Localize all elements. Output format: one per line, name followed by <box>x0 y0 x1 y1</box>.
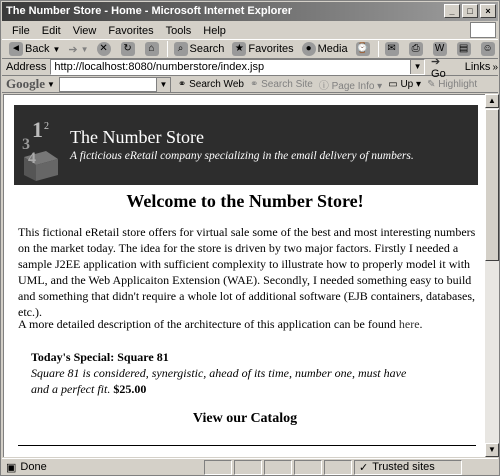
store-banner <box>14 105 478 185</box>
up-label: Up <box>400 78 414 90</box>
status-bar <box>2 458 498 475</box>
messenger-button[interactable] <box>477 40 498 58</box>
print-button[interactable] <box>405 40 429 58</box>
google-search-web-button[interactable] <box>178 79 244 90</box>
minimize-button[interactable]: _ <box>444 4 460 18</box>
menu-favorites[interactable]: Favorites <box>108 24 154 37</box>
scroll-thumb[interactable] <box>485 109 499 261</box>
address-dropdown-icon[interactable]: ▼ <box>410 60 424 74</box>
discuss-icon: ▤ <box>457 42 471 56</box>
menu-tools[interactable]: Tools <box>165 24 192 37</box>
store-name: The Number Store <box>70 127 204 147</box>
standard-toolbar <box>2 39 498 59</box>
mail-button[interactable] <box>381 40 405 58</box>
google-search-input[interactable] <box>59 77 171 92</box>
go-label: Go <box>431 67 446 80</box>
status-text: Done <box>20 461 47 473</box>
scroll-up-icon[interactable]: ▲ <box>485 94 499 108</box>
close-button[interactable]: × <box>480 4 496 18</box>
special-price: $25.00 <box>113 382 147 396</box>
address-url: http://localhost:8080/numberstore/index.jsp <box>54 61 265 73</box>
svg-text:3: 3 <box>22 136 30 153</box>
title-bar <box>2 2 498 21</box>
architecture-text: A more detailed description of the architecture of this application can be found <box>18 317 399 331</box>
search-label: Search <box>189 43 225 55</box>
store-tagline: A ficticious eRetail company specializing in the email delivery of numbers. <box>70 150 414 162</box>
google-up-button[interactable]: ▭ Up ▾ <box>388 78 422 90</box>
menu-bar <box>2 22 498 39</box>
catalog-link[interactable]: View our Catalog <box>192 411 298 426</box>
links-chevron-icon[interactable]: » <box>492 61 498 73</box>
google-search-site-button[interactable] <box>250 79 313 90</box>
scroll-down-icon[interactable]: ▼ <box>485 443 499 457</box>
menu-edit[interactable]: Edit <box>41 24 61 37</box>
info-icon: ⓘ <box>318 80 329 92</box>
windows-logo-icon <box>470 22 496 38</box>
binoculars-icon: ⚭ <box>177 78 187 90</box>
status-text-cell <box>2 461 202 474</box>
architecture-period: . <box>419 317 423 331</box>
history-icon: ⌚ <box>356 43 369 54</box>
forward-dropdown-icon[interactable]: ▼ <box>80 44 89 54</box>
menu-view[interactable]: View <box>72 24 97 37</box>
architecture-link[interactable]: here <box>398 317 420 331</box>
highlighter-icon: ✎ <box>427 78 436 90</box>
media-button[interactable] <box>298 40 352 58</box>
svg-text:1: 1 <box>32 117 43 142</box>
status-cell <box>234 460 262 475</box>
address-bar <box>2 55 498 80</box>
mail-icon: ✉ <box>385 42 399 56</box>
word-icon: W <box>433 42 447 56</box>
google-search-dropdown-icon[interactable]: ▼ <box>156 78 170 92</box>
special-desc-text: Square 81 is considered, synergistic, ahead of its time, number one, must have and a perfect fit. <box>31 366 407 396</box>
favorites-label: Favorites <box>248 43 294 55</box>
google-menu-icon[interactable]: ▼ <box>47 79 55 89</box>
window-controls <box>444 4 496 18</box>
google-toolbar <box>2 76 498 93</box>
stop-button[interactable] <box>93 40 117 58</box>
page-done-icon: ▣ <box>6 461 17 474</box>
favorites-icon: ★ <box>232 42 246 56</box>
page-content <box>3 94 485 457</box>
toolbar-separator <box>167 41 168 57</box>
history-button[interactable] <box>352 40 376 58</box>
google-page-info-button[interactable]: ⓘ Page Info ▾ <box>318 80 383 92</box>
home-icon: ⌂ <box>145 42 159 56</box>
highlight-label: Highlight <box>438 78 478 90</box>
back-arrow-icon: ◄ <box>9 42 23 56</box>
messenger-icon: ☺ <box>482 43 493 54</box>
stop-icon: ✕ <box>97 42 111 56</box>
google-logo[interactable]: Google <box>6 76 45 91</box>
back-button[interactable] <box>5 40 64 58</box>
page-divider <box>18 445 476 446</box>
maximize-button[interactable]: □ <box>462 4 478 18</box>
address-input[interactable] <box>50 59 425 75</box>
status-cell <box>324 460 352 475</box>
welcome-heading: Welcome to the Number Store! <box>126 191 364 211</box>
go-arrow-icon: ➔ <box>431 55 441 68</box>
svg-text:4: 4 <box>28 150 36 167</box>
intro-paragraph: This fictional eRetail store offers for virtual sale some of the best and most interesting numbers on the market today. The idea for the store is driven by two major factors. Firstly I needed a sample J2EE application with sufficient complexity to illustrate how to properly model it with UML, and the Web Applicaiton Extension (WAE). Secondly, I needed something easy to build and something that didn't require a whole lot of additional software (EJB containers, databases, etc.). <box>18 225 476 319</box>
forward-arrow-icon: ➔ <box>68 43 78 56</box>
page-info-label: Page Info <box>331 80 375 92</box>
refresh-button[interactable] <box>117 40 141 58</box>
special-description <box>31 365 411 397</box>
media-label: Media <box>317 43 348 55</box>
menu-file[interactable]: File <box>12 24 30 37</box>
svg-text:2: 2 <box>44 121 49 132</box>
trusted-sites-icon: ✓ <box>359 461 369 474</box>
back-dropdown-icon[interactable]: ▼ <box>52 44 61 54</box>
window-title: The Number Store - Home - Microsoft Internet Explorer <box>6 5 293 17</box>
binoculars-site-icon: ⚭ <box>249 78 259 90</box>
search-button[interactable] <box>170 40 229 58</box>
media-icon: ● <box>302 42 316 56</box>
home-button[interactable] <box>141 40 165 58</box>
architecture-paragraph <box>18 316 476 332</box>
google-highlight-button[interactable] <box>427 79 477 90</box>
links-button[interactable]: Links <box>464 61 491 73</box>
status-cell <box>294 460 322 475</box>
vertical-scrollbar[interactable] <box>485 94 499 457</box>
search-web-label: Search Web <box>189 78 244 90</box>
search-icon: ⌕ <box>174 42 188 56</box>
forward-button[interactable] <box>64 40 92 58</box>
folder-up-icon: ▭ <box>388 78 398 90</box>
zone-text: Trusted sites <box>372 461 435 473</box>
toolbar-separator <box>378 41 379 57</box>
status-cell <box>264 460 292 475</box>
security-zone <box>354 460 462 475</box>
special-title: Today's Special: Square 81 <box>31 350 169 364</box>
address-label: Address <box>6 61 47 73</box>
refresh-icon: ↻ <box>121 42 135 56</box>
print-icon: ⎙ <box>409 42 423 56</box>
numbers-logo-icon <box>16 107 64 183</box>
back-label: Back <box>25 43 50 55</box>
menu-help[interactable]: Help <box>203 24 226 37</box>
favorites-button[interactable] <box>228 40 297 58</box>
search-site-label: Search Site <box>261 78 313 90</box>
status-cell <box>204 460 232 475</box>
